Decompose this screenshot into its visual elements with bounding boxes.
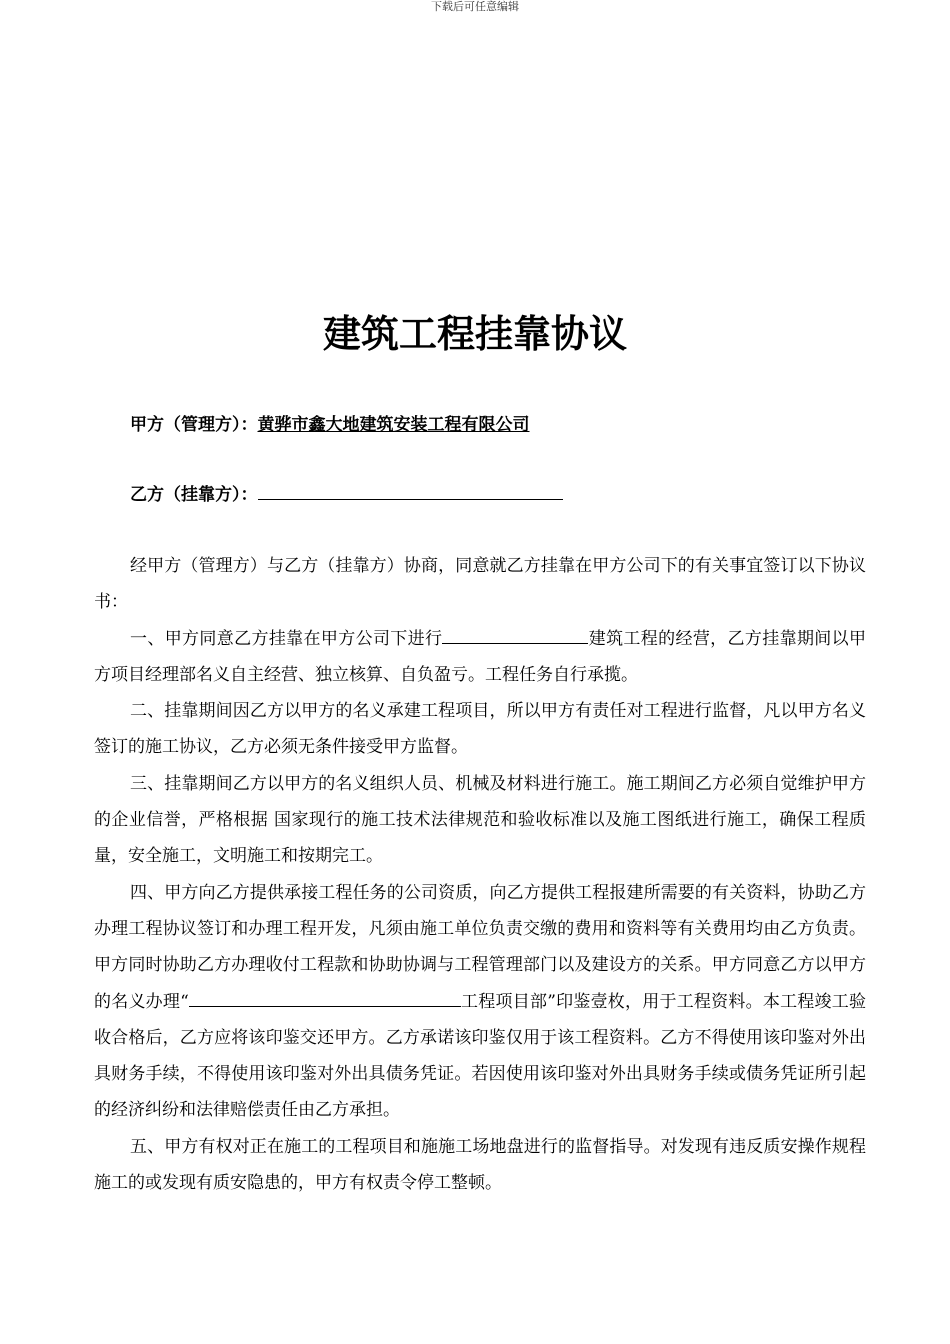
header-note: 下载后可任意编辑 bbox=[431, 0, 519, 13]
agreement-body bbox=[94, 548, 866, 1201]
clause-1-after: 建筑工程的经营，乙方挂靠期间以甲方项目经理部名义自主经营、独立核算、自负盈亏。工程任务自行承揽。 bbox=[94, 628, 867, 685]
clause-4-blank bbox=[189, 988, 461, 1007]
clause-3: 三、挂靠期间乙方以甲方的名义组织人员、机械及材料进行施工。施工期间乙方必须自觉维护甲方的企业信誉，严格根据 国家现行的施工技术法律规范和验收标准以及施工图纸进行施工，确保工程质量，安全施工，文明施工和按期完工。 bbox=[94, 773, 866, 867]
clause-2: 二、挂靠期间因乙方以甲方的名义承建工程项目，所以甲方有责任对工程进行监督，凡以甲方名义签订的施工协议，乙方必须无条件接受甲方监督。 bbox=[94, 701, 866, 758]
party-b-blank bbox=[258, 481, 563, 500]
clause-1-before: 一、甲方同意乙方挂靠在甲方公司下进行 bbox=[130, 628, 443, 649]
party-a-label: 甲方（管理方）： bbox=[130, 415, 258, 435]
intro-paragraph: 经甲方（管理方）与乙方（挂靠方）协商，同意就乙方挂靠在甲方公司下的有关事宜签订以下协议书： bbox=[94, 556, 866, 613]
party-a-value: 黄骅市鑫大地建筑安装工程有限公司 bbox=[257, 415, 530, 435]
clause-4 bbox=[94, 875, 866, 1129]
clause-1 bbox=[94, 621, 866, 694]
clause-4-before: 四、甲方向乙方提供承接工程任务的公司资质，向乙方提供工程报建所需要的有关资料，协助乙方办理工程协议签订和办理工程开发，凡须由施工单位负责交缴的费用和资料等有关费用均由乙方负责。甲方同时协助乙方办理收付工程款和协助协调与工程管理部门以及建设方的关系。甲方同意乙方以甲方的名义办理“ bbox=[94, 882, 866, 1012]
clause-1-blank bbox=[442, 625, 588, 644]
party-b-label: 乙方（挂靠方）： bbox=[130, 485, 258, 505]
clause-5: 五、甲方有权对正在施工的工程项目和施施工场地盘进行的监督指导。对发现有违反质安操作规程施工的或发现有质安隐患的，甲方有权责令停工整顿。 bbox=[94, 1136, 866, 1194]
party-a-line bbox=[130, 412, 530, 438]
clause-4-after: 工程项目部”印鉴壹枚，用于工程资料。本工程竣工验收合格后，乙方应将该印鉴交还甲方。乙方承诺该印鉴仅用于该工程资料。乙方不得使用该印鉴对外出具财务手续，不得使用该印鉴对外出具债务凭证。若因使用该印鉴对外出具财务手续或债务凭证所引起的经济纠纷和法律赔偿责任由乙方承担。 bbox=[94, 991, 866, 1121]
document-title: 建筑工程挂靠协议 bbox=[322, 312, 627, 356]
party-b-line bbox=[130, 481, 563, 508]
